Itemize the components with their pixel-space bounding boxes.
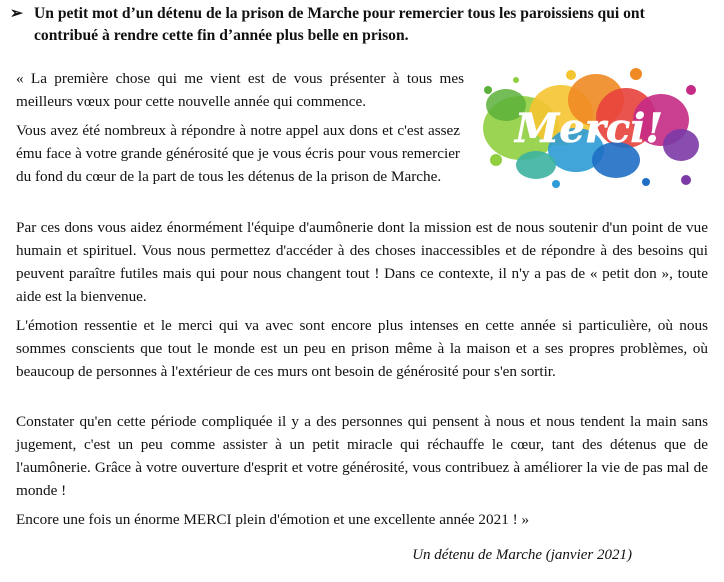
paragraph-miracle: Constater qu'en cette période compliquée il y a des personnes qui pensent à nous et nous tendent la main sans jugement, c'est un peu comme assister à un petit miracle qui réchauffe le cœur, tant des détenus que de l'aumônerie. Grâce à votre ouverture d'esprit et votre générosité, vous contribuez à améliorer la vie de pas mal de monde ! xyxy=(16,413,708,499)
heading-text: Un petit mot d’un détenu de la prison de Marche pour remercier tous les paroissiens qui ont contribué à rendre cette fin d’année plus belle en prison. xyxy=(34,5,645,44)
arrow-bullet-icon: ➢ xyxy=(10,5,24,22)
paragraph-thanks: Vous avez été nombreux à répondre à notre appel aux dons et c'est assez ému face à votre grande générosité que je vous écris pour vous remercier du fond du cœur de la part de tous les détenus de la prison de Marche. xyxy=(16,122,460,185)
merci-splash-image xyxy=(476,60,702,190)
paragraph-emotion: L'émotion ressentie et le merci qui va avec sont encore plus intenses en cette année si particulière, où nous sommes conscients que tout le monde est un peu en prison même à la maison et a ses propres problèmes, où beaucoup de personnes à l'extérieur de ces murs ont besoin de générosité pour s'en sortir. xyxy=(16,317,708,380)
signature: Un détenu de Marche (janvier 2021) xyxy=(412,547,632,563)
paragraph-greeting: « La première chose qui me vient est de vous présenter à tous mes meilleurs vœux pour cette nouvelle année qui commence. xyxy=(16,70,464,110)
paragraph-donations: Par ces dons vous aidez énormément l'équipe d'aumônerie dont la mission est de nous soutenir d'un point de vue humain et spirituel. Vous nous permettez d'accéder à des choses inaccessibles et de répondre à des besoins qui peuvent paraître futiles mais qui pour nous changent tout ! Dans ce contexte, il n'y a pas de « petit don », toute aide est la bienvenue. xyxy=(16,219,708,305)
logo-text: Merci! xyxy=(515,105,663,152)
paragraph-closing: Encore une fois un énorme MERCI plein d'émotion et une excellente année 2021 ! » xyxy=(16,511,530,528)
article-heading xyxy=(10,3,710,47)
